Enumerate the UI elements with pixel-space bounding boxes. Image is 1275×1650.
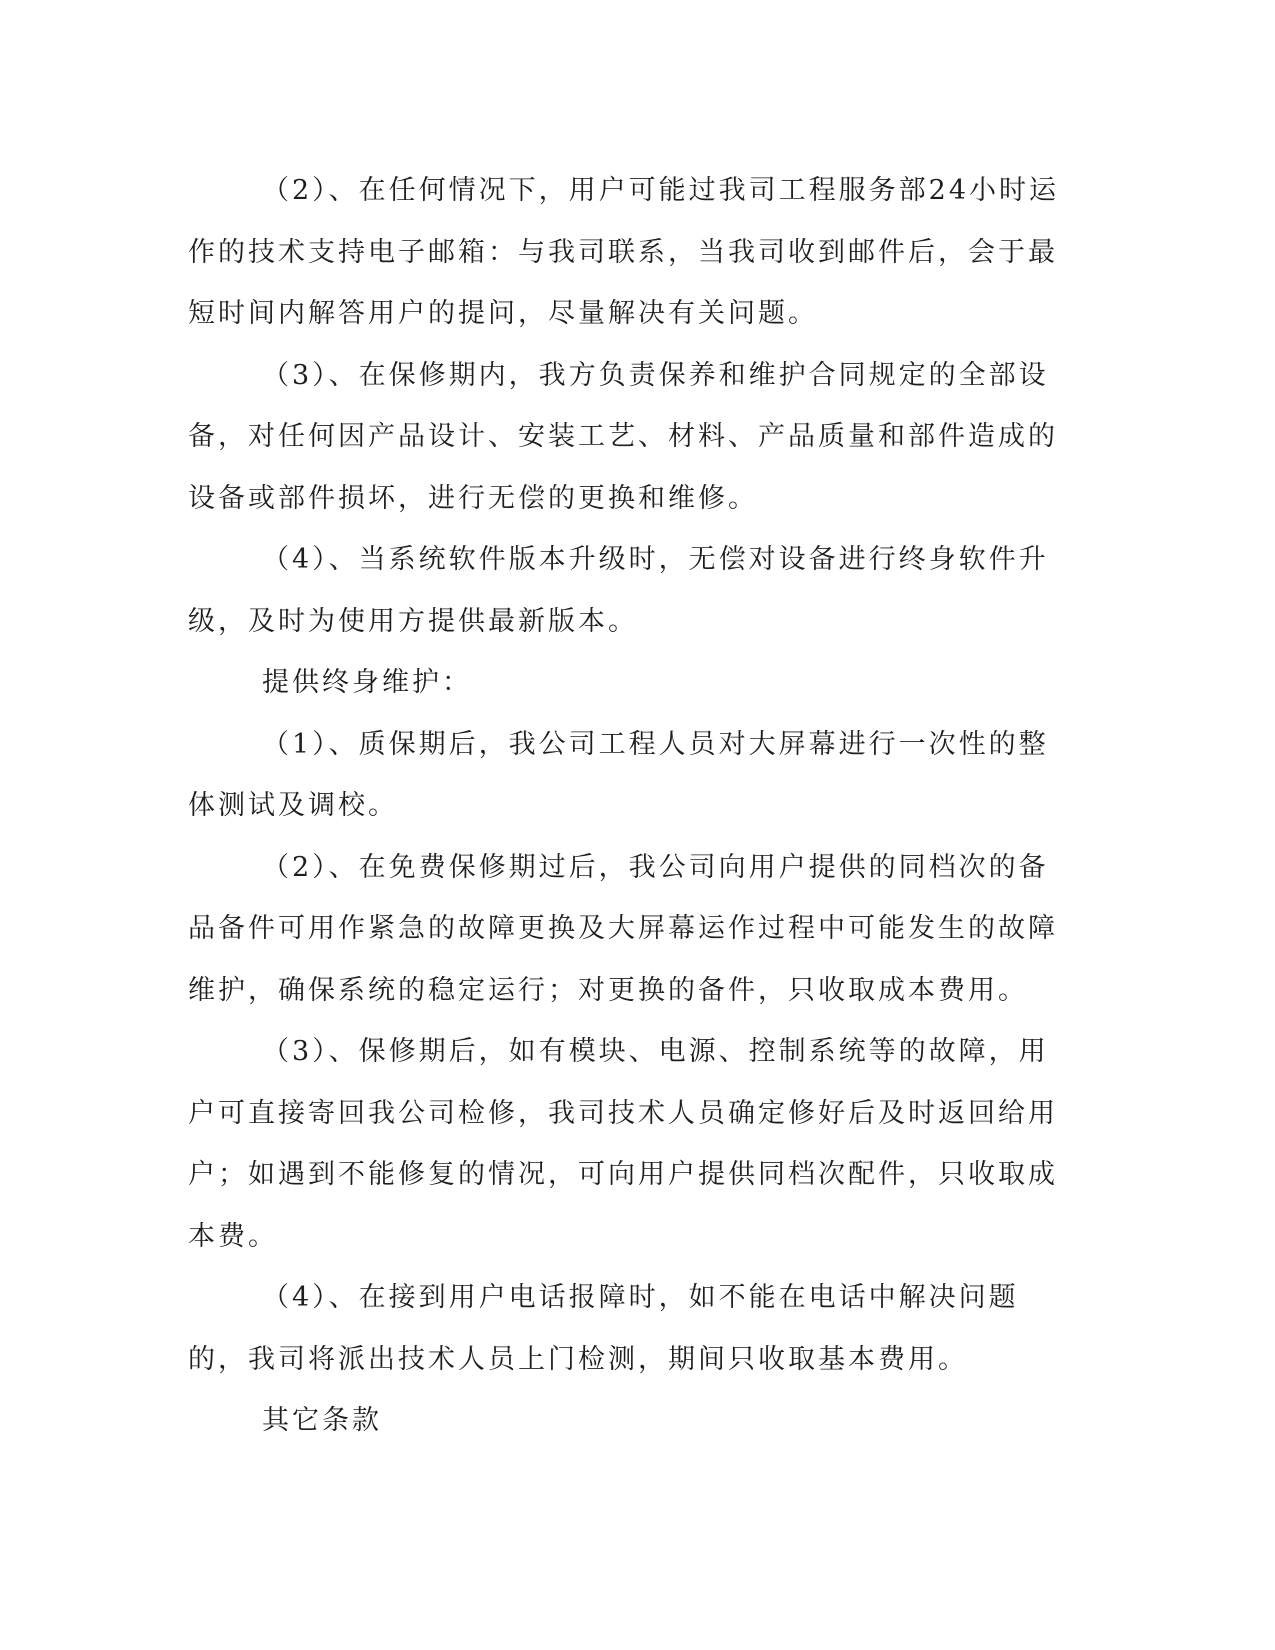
paragraph-software-upgrade: （4）、当系统软件版本升级时，无偿对设备进行终身软件升级，及时为使用方提供最新版本。 [188,544,1049,637]
section-heading-lifetime-maintenance: 提供终身维护： [262,667,472,698]
paragraph-warranty-period: （3）、在保修期内，我方负责保养和维护合同规定的全部设备，对任何因产品设计、安装工艺、材料、产品质量和部件造成的设备或部件损坏，进行无偿的更换和维修。 [188,359,1058,514]
lifetime-item-3: （3）、保修期后，如有模块、电源、控制系统等的故障，用户可直接寄回我公司检修，我司技术人员确定修好后及时返回给用户；如遇到不能修复的情况，可向用户提供同档次配件，只收取成本费。 [188,1036,1058,1252]
section-heading-other-terms: 其它条款 [262,1405,382,1436]
lifetime-item-4: （4）、在接到用户电话报障时，如不能在电话中解决问题的，我司将派出技术人员上门检测，期间只收取基本费用。 [188,1282,1019,1375]
paragraph-email-support: （2）、在任何情况下，用户可能过我司工程服务部24小时运作的技术支持电子邮箱：与我司联系，当我司收到邮件后，会于最短时间内解答用户的提问，尽量解决有关问题。 [188,175,1060,329]
lifetime-item-2: （2）、在免费保修期过后，我公司向用户提供的同档次的备品备件可用作紧急的故障更换及大屏幕运作过程中可能发生的故障维护，确保系统的稳定运行；对更换的备件，只收取成本费用。 [188,851,1058,1006]
document-body [188,160,1068,1452]
lifetime-item-1: （1）、质保期后，我公司工程人员对大屏幕进行一次性的整体测试及调校。 [188,728,1049,821]
